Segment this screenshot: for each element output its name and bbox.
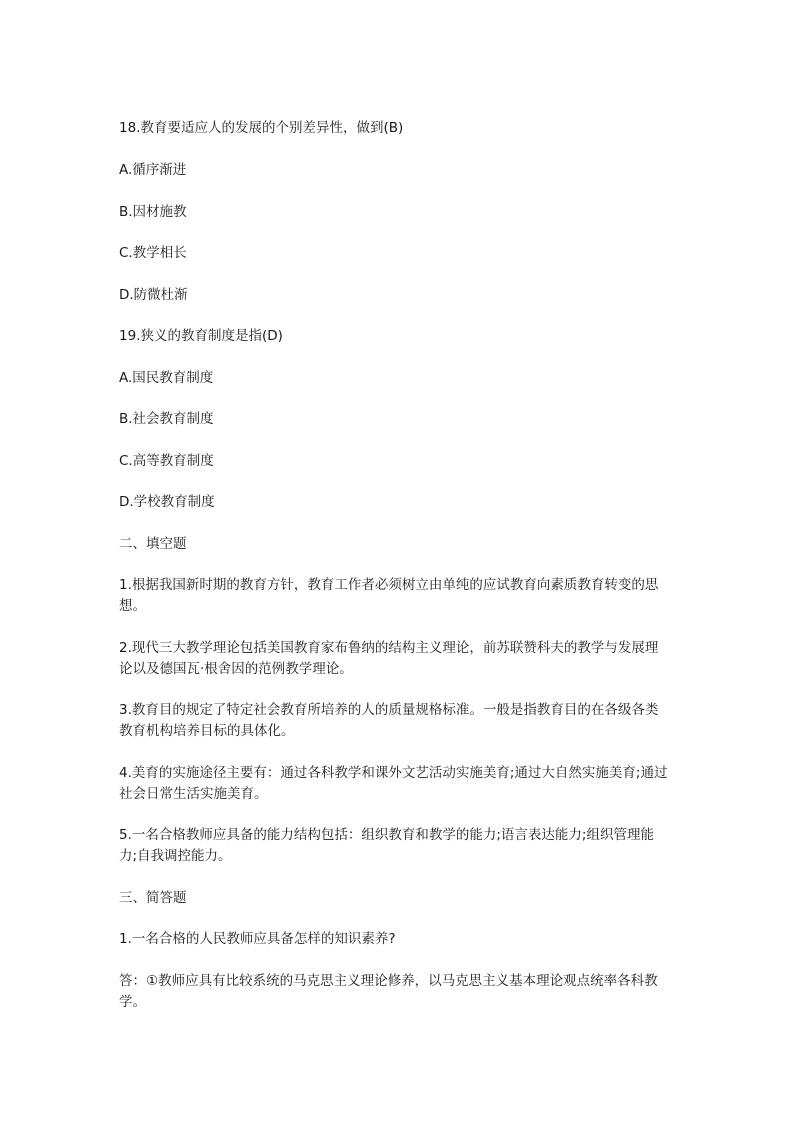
fill-item-1: 1.根据我国新时期的教育方针，教育工作者必须树立由单纯的应试教育向素质教育转变的思想。: [119, 577, 659, 614]
short-section-heading: 三、简答题: [119, 890, 187, 906]
fill-section-heading: 二、填空题: [119, 536, 187, 552]
question-18-option-b: B.因材施教: [119, 204, 187, 220]
question-19-option-c: C.高等教育制度: [119, 453, 214, 469]
question-19-option-a: A.国民教育制度: [119, 370, 214, 386]
question-19-stem: 19.狭义的教育制度是指(D): [119, 328, 283, 344]
fill-item-5: 5.一名合格教师应具备的能力结构包括：组织教育和教学的能力;语言表达能力;组织管理能力;自我调控能力。: [119, 827, 654, 864]
short-question-1: 1.一名合格的人民教师应具备怎样的知识素养?: [119, 931, 396, 947]
question-18-option-d: D.防微杜渐: [119, 287, 188, 303]
question-18-option-c: C.教学相长: [119, 245, 187, 261]
question-18-stem: 18.教育要适应人的发展的个别差异性，做到(B): [119, 120, 404, 136]
question-18-option-a: A.循序渐进: [119, 162, 187, 178]
question-19-option-d: D.学校教育制度: [119, 494, 215, 510]
fill-item-4: 4.美育的实施途径主要有：通过各科教学和课外文艺活动实施美育;通过大自然实施美育;通过社会日常生活实施美育。: [119, 765, 668, 802]
fill-item-3: 3.教育目的规定了特定社会教育所培养的人的质量规格标准。一般是指教育目的在各级各类教育机构培养目标的具体化。: [119, 702, 659, 739]
question-19-option-b: B.社会教育制度: [119, 411, 214, 427]
fill-item-2: 2.现代三大教学理论包括美国教育家布鲁纳的结构主义理论，前苏联赞科夫的教学与发展理论以及德国瓦·根舍因的范例教学理论。: [119, 640, 659, 677]
short-answer-1: 答：①教师应具有比较系统的马克思主义理论修养，以马克思主义基本理论观点统率各科教学。: [119, 973, 658, 1010]
